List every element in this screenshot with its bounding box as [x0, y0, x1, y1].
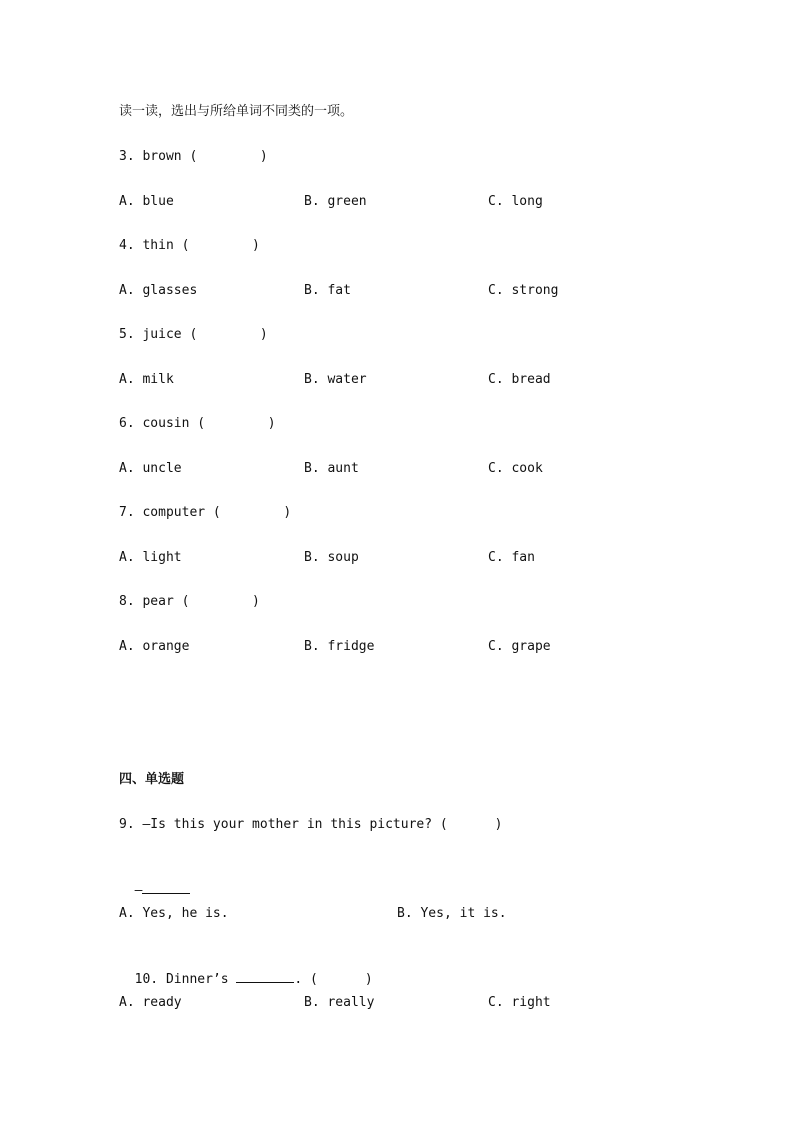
question-10-stem-after: . ( ) [294, 972, 373, 987]
question-8-stem: 8. pear ( ) [119, 594, 260, 609]
question-8-option-a: A. orange [119, 639, 190, 654]
answer-dash: — [134, 883, 143, 898]
question-5-option-a: A. milk [119, 372, 174, 387]
question-3-option-b: B. green [304, 194, 367, 209]
question-3-stem: 3. brown ( ) [119, 149, 268, 164]
question-5-stem: 5. juice ( ) [119, 327, 268, 342]
section-four-heading: 四、单选题 [119, 772, 185, 787]
question-7-option-b: B. soup [304, 550, 359, 565]
question-10-stem [119, 950, 373, 989]
question-6-option-c: C. cook [488, 461, 543, 476]
question-10-option-c: C. right [488, 995, 551, 1010]
question-9-answer-line [119, 861, 190, 900]
question-4-stem: 4. thin ( ) [119, 238, 260, 253]
question-10-option-b: B. really [304, 995, 375, 1010]
question-10-stem-before: 10. Dinner’s [134, 972, 237, 987]
question-7-option-a: A. light [119, 550, 182, 565]
question-3-option-c: C. long [488, 194, 543, 209]
question-4-option-c: C. strong [488, 283, 559, 298]
question-5-option-b: B. water [304, 372, 367, 387]
question-10-blank [236, 968, 294, 983]
question-3-option-a: A. blue [119, 194, 174, 209]
question-6-option-a: A. uncle [119, 461, 182, 476]
question-9-stem: 9. —Is this your mother in this picture? ( ) [119, 817, 503, 832]
instruction: 读一读，选出与所给单词不同类的一项。 [119, 104, 354, 119]
question-6-option-b: B. aunt [304, 461, 359, 476]
question-6-stem: 6. cousin ( ) [119, 416, 276, 431]
question-8-option-b: B. fridge [304, 639, 375, 654]
question-10-option-a: A. ready [119, 995, 182, 1010]
question-4-option-b: B. fat [304, 283, 351, 298]
question-5-option-c: C. bread [488, 372, 551, 387]
question-9-option-b: B. Yes, it is. [397, 906, 507, 921]
question-7-option-c: C. fan [488, 550, 535, 565]
question-8-option-c: C. grape [488, 639, 551, 654]
question-9-option-a: A. Yes, he is. [119, 906, 229, 921]
answer-blank [142, 879, 190, 894]
question-7-stem: 7. computer ( ) [119, 505, 292, 520]
question-4-option-a: A. glasses [119, 283, 198, 298]
